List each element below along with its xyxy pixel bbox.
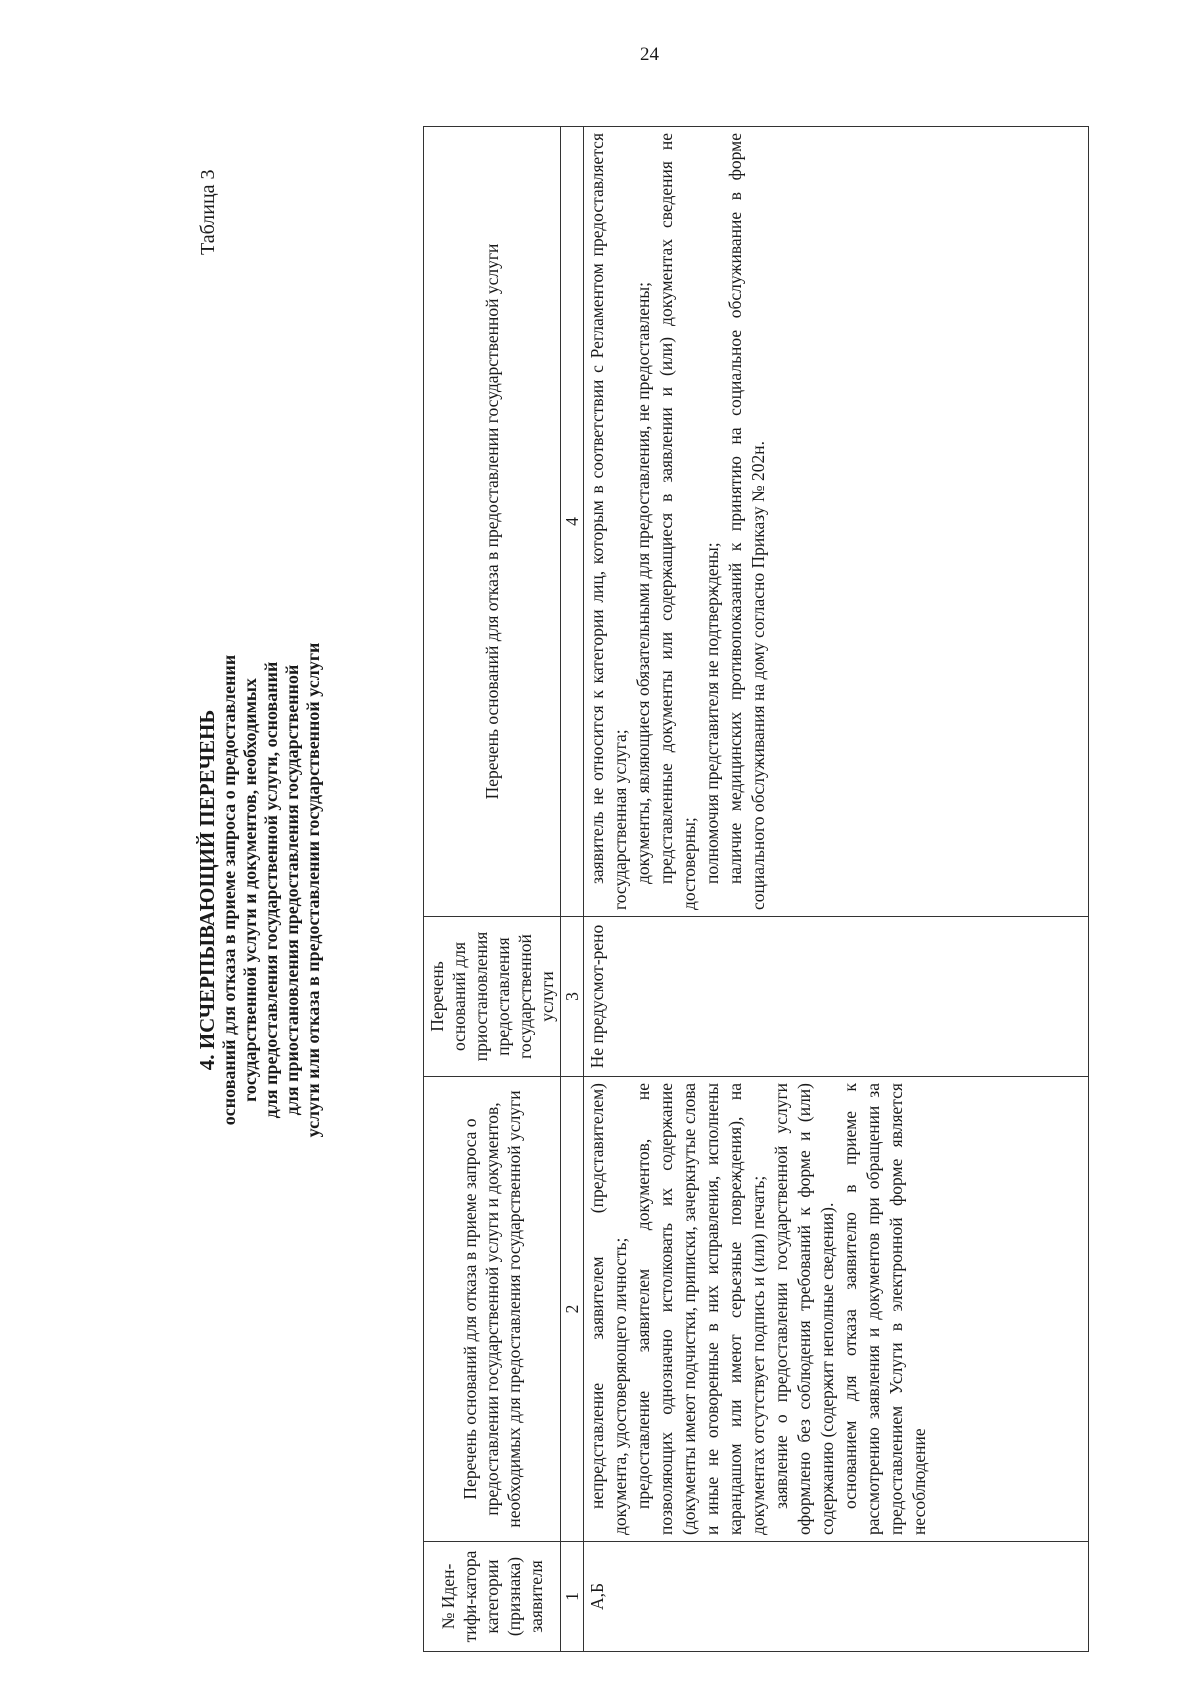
title-line: государственной услуги и документов, необходимых <box>240 678 260 1102</box>
grounds-table <box>423 126 1089 1652</box>
ground-item: представленные документы или содержащиеся в заявлении и (или) документах сведения не достоверны; <box>656 133 699 910</box>
column-number: 3 <box>561 917 584 1077</box>
intake-refusal-cell <box>584 1077 1089 1542</box>
header-suspension: Перечень оснований для приостановления предоставления государственной услуги <box>424 917 561 1077</box>
column-number: 1 <box>561 1542 584 1652</box>
table-header-row <box>424 127 561 1652</box>
title-line: оснований для отказа в приеме запроса о предоставлении <box>219 654 239 1126</box>
category-cell: А,Б <box>584 1542 1089 1652</box>
title-line: для предоставления государственной услуги, оснований <box>261 661 281 1119</box>
title-block <box>195 120 324 1660</box>
title-line: услуги или отказа в предоставлении государственной услуги <box>303 642 323 1138</box>
header-category-id: № Иден-тифи-катора категории (признака) заявителя <box>424 1542 561 1652</box>
column-number: 2 <box>561 1077 584 1542</box>
ground-item: непредставление заявителем (представителем) документа, удостоверяющего личность; <box>587 1083 630 1535</box>
table-row <box>584 127 1089 1652</box>
page-number: 24 <box>640 44 659 65</box>
column-number-row <box>561 127 584 1652</box>
ground-item: заявление о предоставлении государственной услуги оформлено без соблюдения требований к форме и (или) содержанию (содержит неполные сведения). <box>771 1083 837 1535</box>
header-intake-refusal: Перечень оснований для отказа в приеме запроса о предоставлении государственной услуги и документов, необходимых для предоставления государственной услуги <box>424 1077 561 1542</box>
column-number: 4 <box>561 127 584 917</box>
document-heading: 4. ИСЧЕРПЫВАЮЩИЙ ПЕРЕЧЕНЬ <box>195 709 219 1071</box>
ground-item: полномочия представителя не подтверждены; <box>702 542 722 884</box>
ground-item: предоставление заявителем документов, не позволяющих однозначно истолковать их содержание (документы имеют подчистки, приписки, зачеркнутые слова и иные не оговоренные в них исправления, исполнены карандашом или имеют серьезные повреждения), на документах отсутствует подпись и (или) печать; <box>633 1083 768 1535</box>
title-line: для приостановления предоставления государственной <box>282 664 302 1116</box>
suspension-cell: Не предусмот-рено <box>584 917 1089 1077</box>
table-label: Таблица 3 <box>197 169 219 255</box>
header-service-refusal: Перечень оснований для отказа в предоставлении государственной услуги <box>424 127 561 917</box>
service-refusal-cell <box>584 127 1089 917</box>
rotated-page-content <box>195 120 1145 1660</box>
ground-item: документы, являющиеся обязательными для предоставления, не предоставлены; <box>633 282 653 884</box>
ground-item: основанием для отказа заявителю в приеме к рассмотрению заявления и документов при обращении за предоставлением Услуги в электронной форме является несоблюдение <box>840 1083 929 1535</box>
ground-item: наличие медицинских противопоказаний к принятию на социальное обслуживание в форме социального обслуживания на дому согласно Приказу № 202н. <box>725 133 768 910</box>
ground-item: заявитель не относится к категории лиц, которым в соответствии с Регламентом предоставляется государственная услуга; <box>587 133 630 910</box>
